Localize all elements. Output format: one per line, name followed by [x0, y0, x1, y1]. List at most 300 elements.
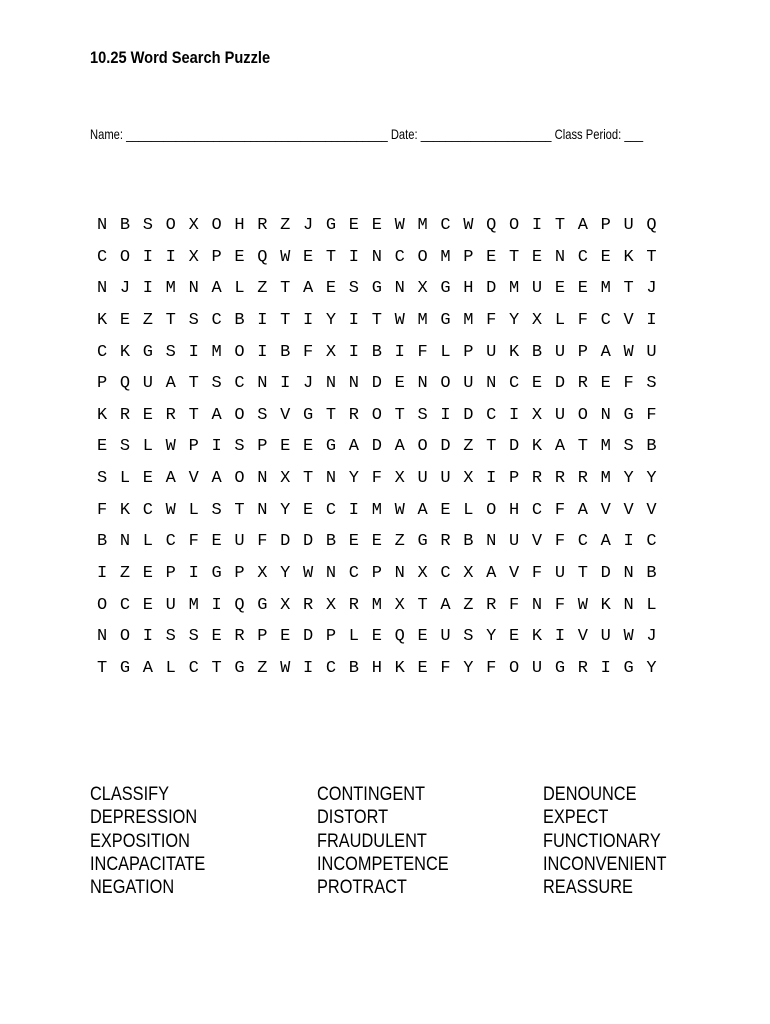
- grid-letter: E: [577, 279, 588, 299]
- grid-letter: C: [97, 342, 108, 362]
- grid-letter: G: [554, 658, 566, 678]
- grid-letter: S: [257, 405, 268, 425]
- grid-letter: U: [600, 627, 611, 647]
- grid-row: [97, 435, 669, 467]
- grid-letter: T: [165, 310, 176, 330]
- grid-letter: E: [280, 437, 291, 457]
- grid-letter: V: [188, 469, 199, 489]
- grid-letter: I: [348, 342, 359, 362]
- grid-letter: K: [531, 627, 543, 647]
- word-column-1: [90, 783, 224, 899]
- grid-letter: F: [486, 310, 497, 330]
- grid-letter: N: [554, 247, 566, 267]
- grid-letter: K: [394, 658, 405, 678]
- grid-letter: B: [348, 658, 359, 678]
- grid-letter: W: [394, 310, 405, 330]
- grid-letter: X: [463, 469, 474, 489]
- grid-letter: E: [417, 627, 428, 647]
- grid-letter: R: [165, 405, 176, 425]
- grid-letter: D: [303, 532, 314, 552]
- grid-letter: N: [348, 374, 359, 394]
- grid-letter: R: [119, 405, 131, 425]
- grid-letter: J: [646, 627, 657, 647]
- grid-letter: L: [554, 310, 566, 330]
- grid-letter: P: [600, 216, 611, 235]
- grid-letter: A: [577, 500, 588, 520]
- grid-letter: H: [371, 658, 382, 678]
- grid-letter: E: [394, 374, 405, 394]
- grid-letter: Z: [257, 658, 268, 678]
- grid-letter: E: [417, 658, 428, 678]
- grid-letter: C: [509, 374, 520, 394]
- grid-letter: O: [371, 405, 382, 425]
- grid-letter: W: [280, 247, 291, 267]
- grid-letter: O: [119, 627, 131, 647]
- grid-letter: T: [417, 595, 428, 615]
- grid-letter: C: [211, 310, 222, 330]
- grid-letter: I: [257, 310, 268, 330]
- grid-letter: M: [371, 595, 382, 615]
- grid-letter: B: [234, 310, 245, 330]
- grid-letter: F: [417, 342, 428, 362]
- grid-letter: G: [371, 279, 382, 299]
- grid-letter: R: [234, 627, 245, 647]
- grid-letter: I: [531, 216, 543, 235]
- grid-letter: D: [280, 532, 291, 552]
- grid-letter: S: [97, 469, 108, 489]
- grid-letter: E: [348, 216, 359, 235]
- grid-letter: R: [577, 469, 588, 489]
- grid-letter: W: [165, 500, 176, 520]
- grid-letter: H: [234, 216, 245, 235]
- grid-letter: L: [348, 627, 359, 647]
- word-list-item: CONTINGENT: [317, 784, 426, 805]
- word-list-item: NEGATION: [90, 877, 175, 899]
- grid-letter: D: [509, 437, 520, 457]
- grid-letter: R: [486, 595, 497, 615]
- grid-letter: N: [600, 405, 611, 425]
- grid-letter: N: [486, 374, 497, 394]
- grid-letter: R: [348, 405, 359, 425]
- grid-letter: X: [280, 469, 291, 489]
- grid-letter: F: [440, 658, 451, 678]
- grid-letter: B: [280, 342, 291, 362]
- grid-letter: L: [440, 342, 451, 362]
- grid-letter: V: [600, 500, 611, 520]
- grid-letter: U: [234, 532, 245, 552]
- grid-letter: U: [486, 342, 497, 362]
- grid-letter: H: [463, 279, 474, 299]
- grid-row: [97, 530, 669, 562]
- grid-letter: B: [371, 342, 382, 362]
- grid-letter: C: [600, 310, 611, 330]
- grid-letter: S: [417, 405, 428, 425]
- grid-row: [97, 246, 669, 278]
- grid-letter: N: [325, 469, 337, 489]
- grid-letter: G: [142, 342, 153, 362]
- grid-letter: N: [257, 374, 268, 394]
- grid-letter: X: [188, 216, 199, 235]
- grid-letter: Q: [119, 374, 131, 394]
- grid-letter: I: [554, 627, 566, 647]
- grid-letter: Z: [257, 279, 268, 299]
- grid-letter: D: [440, 437, 451, 457]
- grid-letter: U: [509, 532, 520, 552]
- grid-letter: R: [303, 595, 314, 615]
- grid-letter: K: [531, 437, 543, 457]
- grid-row: [97, 499, 669, 531]
- grid-letter: U: [531, 279, 543, 299]
- grid-letter: E: [600, 374, 611, 394]
- word-column-2: [317, 783, 470, 899]
- grid-letter: E: [97, 437, 108, 457]
- grid-letter: P: [165, 564, 176, 584]
- grid-letter: S: [165, 342, 176, 362]
- grid-letter: G: [325, 216, 337, 235]
- grid-letter: V: [577, 627, 588, 647]
- grid-letter: C: [119, 595, 131, 615]
- grid-letter: P: [234, 564, 245, 584]
- grid-letter: Y: [623, 469, 634, 489]
- grid-letter: T: [211, 658, 222, 678]
- grid-row: [97, 467, 669, 499]
- grid-letter: V: [509, 564, 520, 584]
- grid-letter: S: [234, 437, 245, 457]
- grid-row: [97, 657, 669, 689]
- grid-letter: Y: [325, 310, 337, 330]
- grid-letter: E: [142, 469, 153, 489]
- grid-letter: E: [280, 627, 291, 647]
- grid-letter: Y: [646, 469, 657, 489]
- grid-letter: W: [394, 500, 405, 520]
- grid-letter: C: [486, 405, 497, 425]
- grid-letter: I: [142, 627, 153, 647]
- grid-letter: I: [97, 564, 108, 584]
- grid-letter: I: [280, 374, 291, 394]
- grid-letter: Y: [348, 469, 359, 489]
- grid-letter: L: [188, 500, 199, 520]
- grid-letter: I: [257, 342, 268, 362]
- student-info-line: [90, 126, 643, 142]
- grid-letter: X: [394, 469, 405, 489]
- grid-letter: T: [280, 310, 291, 330]
- grid-letter: I: [211, 595, 222, 615]
- grid-letter: M: [371, 500, 382, 520]
- grid-letter: N: [486, 532, 497, 552]
- grid-letter: Y: [486, 627, 497, 647]
- grid-letter: G: [440, 310, 451, 330]
- grid-letter: C: [234, 374, 245, 394]
- grid-letter: C: [394, 247, 405, 267]
- grid-letter: U: [463, 374, 474, 394]
- grid-letter: S: [119, 437, 131, 457]
- grid-letter: I: [142, 247, 153, 267]
- grid-letter: T: [234, 500, 245, 520]
- grid-letter: M: [211, 342, 222, 362]
- grid-letter: U: [165, 595, 176, 615]
- grid-letter: R: [348, 595, 359, 615]
- grid-letter: I: [188, 342, 199, 362]
- grid-letter: W: [623, 627, 634, 647]
- grid-letter: L: [165, 658, 176, 678]
- grid-letter: A: [554, 437, 566, 457]
- grid-letter: L: [646, 595, 657, 615]
- grid-letter: O: [509, 216, 520, 235]
- grid-letter: I: [646, 310, 657, 330]
- grid-letter: K: [623, 247, 634, 267]
- grid-letter: C: [142, 500, 153, 520]
- grid-letter: A: [211, 279, 222, 299]
- grid-letter: L: [142, 532, 153, 552]
- grid-letter: S: [142, 216, 153, 235]
- grid-letter: E: [371, 532, 382, 552]
- grid-letter: U: [142, 374, 153, 394]
- grid-letter: O: [211, 216, 222, 235]
- class-period-blank: ___: [624, 126, 644, 142]
- grid-letter: C: [325, 658, 337, 678]
- grid-letter: W: [280, 658, 291, 678]
- grid-letter: U: [623, 216, 634, 235]
- grid-letter: T: [623, 279, 634, 299]
- grid-letter: N: [97, 279, 108, 299]
- grid-letter: O: [417, 437, 428, 457]
- grid-letter: N: [394, 279, 405, 299]
- grid-letter: O: [417, 247, 428, 267]
- grid-letter: G: [623, 405, 634, 425]
- grid-letter: T: [188, 374, 199, 394]
- date-label: Date:: [390, 126, 418, 142]
- grid-letter: S: [646, 374, 657, 394]
- grid-letter: I: [486, 469, 497, 489]
- grid-letter: P: [257, 437, 268, 457]
- grid-letter: X: [325, 342, 337, 362]
- grid-letter: W: [623, 342, 634, 362]
- grid-letter: C: [165, 532, 176, 552]
- grid-letter: U: [440, 627, 451, 647]
- grid-letter: I: [348, 500, 359, 520]
- grid-letter: E: [119, 310, 131, 330]
- grid-row: [97, 594, 669, 626]
- grid-letter: L: [234, 279, 245, 299]
- grid-letter: L: [119, 469, 131, 489]
- grid-letter: K: [119, 500, 131, 520]
- grid-letter: T: [577, 437, 588, 457]
- grid-letter: E: [486, 247, 497, 267]
- word-list-item: PROTRACT: [317, 877, 407, 899]
- grid-letter: X: [417, 279, 428, 299]
- grid-letter: B: [531, 342, 543, 362]
- grid-letter: F: [623, 374, 634, 394]
- grid-letter: K: [97, 405, 108, 425]
- grid-letter: E: [142, 595, 153, 615]
- grid-letter: A: [211, 405, 222, 425]
- grid-letter: T: [371, 310, 382, 330]
- grid-letter: K: [600, 595, 611, 615]
- grid-letter: C: [646, 532, 657, 552]
- grid-letter: B: [646, 564, 657, 584]
- grid-letter: F: [303, 342, 314, 362]
- grid-letter: K: [509, 342, 520, 362]
- grid-letter: U: [531, 658, 543, 678]
- grid-letter: U: [554, 564, 566, 584]
- grid-letter: V: [531, 532, 543, 552]
- grid-letter: F: [577, 310, 588, 330]
- grid-letter: N: [257, 500, 268, 520]
- grid-letter: J: [119, 279, 131, 299]
- grid-letter: A: [165, 469, 176, 489]
- grid-letter: Z: [280, 216, 291, 235]
- grid-letter: E: [600, 247, 611, 267]
- grid-letter: O: [234, 469, 245, 489]
- grid-letter: A: [440, 595, 451, 615]
- grid-letter: O: [509, 658, 520, 678]
- grid-letter: I: [211, 437, 222, 457]
- grid-letter: P: [325, 627, 337, 647]
- grid-letter: D: [303, 627, 314, 647]
- grid-letter: N: [119, 532, 131, 552]
- grid-letter: R: [577, 658, 588, 678]
- grid-letter: Y: [463, 658, 474, 678]
- grid-letter: N: [623, 595, 634, 615]
- grid-letter: I: [440, 405, 451, 425]
- grid-letter: E: [531, 374, 543, 394]
- grid-letter: D: [486, 279, 497, 299]
- grid-letter: M: [463, 310, 474, 330]
- grid-letter: X: [394, 595, 405, 615]
- grid-letter: R: [577, 374, 588, 394]
- grid-letter: F: [509, 595, 520, 615]
- grid-letter: O: [234, 405, 245, 425]
- grid-letter: M: [417, 310, 428, 330]
- grid-letter: F: [554, 532, 566, 552]
- grid-letter: C: [188, 658, 199, 678]
- grid-letter: P: [509, 469, 520, 489]
- grid-letter: M: [165, 279, 176, 299]
- grid-letter: Z: [394, 532, 405, 552]
- word-list-item: REASSURE: [543, 877, 633, 899]
- grid-letter: X: [325, 595, 337, 615]
- grid-letter: Z: [142, 310, 153, 330]
- grid-letter: W: [394, 216, 405, 235]
- grid-letter: A: [165, 374, 176, 394]
- grid-letter: F: [371, 469, 382, 489]
- grid-letter: S: [211, 500, 222, 520]
- grid-letter: E: [509, 627, 520, 647]
- grid-letter: A: [394, 437, 405, 457]
- grid-letter: O: [440, 374, 451, 394]
- grid-letter: A: [600, 342, 611, 362]
- grid-letter: A: [211, 469, 222, 489]
- grid-letter: X: [463, 564, 474, 584]
- grid-letter: E: [325, 279, 337, 299]
- grid-letter: O: [119, 247, 131, 267]
- grid-letter: A: [600, 532, 611, 552]
- grid-letter: Q: [646, 216, 657, 235]
- grid-letter: N: [531, 595, 543, 615]
- grid-letter: O: [486, 500, 497, 520]
- grid-letter: E: [554, 279, 566, 299]
- grid-letter: Y: [280, 500, 291, 520]
- class-period-label: Class Period:: [554, 126, 622, 142]
- grid-letter: T: [280, 279, 291, 299]
- grid-letter: I: [348, 310, 359, 330]
- grid-letter: P: [188, 437, 199, 457]
- grid-letter: J: [303, 374, 314, 394]
- grid-letter: S: [188, 310, 199, 330]
- grid-letter: B: [325, 532, 337, 552]
- word-list-item: DENOUNCE: [543, 784, 637, 805]
- grid-letter: G: [234, 658, 245, 678]
- grid-letter: U: [554, 342, 566, 362]
- grid-letter: V: [623, 500, 634, 520]
- grid-letter: Q: [257, 247, 268, 267]
- grid-letter: R: [440, 532, 451, 552]
- puzzle-title: 10.25 Word Search Puzzle: [90, 48, 271, 67]
- grid-letter: A: [142, 658, 153, 678]
- grid-letter: B: [97, 532, 108, 552]
- grid-letter: I: [165, 247, 176, 267]
- grid-letter: P: [257, 627, 268, 647]
- grid-letter: F: [257, 532, 268, 552]
- grid-row: [97, 372, 669, 404]
- grid-letter: Q: [234, 595, 245, 615]
- grid-row: [97, 214, 669, 246]
- grid-letter: P: [97, 374, 108, 394]
- grid-letter: Z: [119, 564, 131, 584]
- grid-letter: M: [440, 247, 451, 267]
- grid-letter: N: [257, 469, 268, 489]
- grid-letter: I: [142, 279, 153, 299]
- word-list-item: INCAPACITATE: [90, 853, 206, 875]
- grid-letter: N: [325, 564, 337, 584]
- grid-letter: H: [509, 500, 520, 520]
- grid-letter: K: [119, 342, 131, 362]
- grid-letter: E: [371, 216, 382, 235]
- grid-letter: C: [348, 564, 359, 584]
- grid-letter: O: [97, 595, 108, 615]
- grid-letter: X: [531, 310, 543, 330]
- word-list-item: DISTORT: [317, 807, 389, 829]
- grid-letter: T: [394, 405, 405, 425]
- word-list-item: EXPECT: [543, 807, 609, 829]
- grid-letter: A: [577, 216, 588, 235]
- grid-letter: K: [97, 310, 108, 330]
- grid-row: [97, 562, 669, 594]
- grid-letter: G: [119, 658, 131, 678]
- grid-letter: I: [623, 532, 634, 552]
- grid-letter: Z: [463, 595, 474, 615]
- word-list-item: INCONVENIENT: [543, 853, 667, 875]
- grid-letter: S: [165, 627, 176, 647]
- grid-letter: G: [211, 564, 222, 584]
- grid-letter: T: [188, 405, 199, 425]
- grid-letter: C: [325, 500, 337, 520]
- grid-letter: T: [554, 216, 566, 235]
- grid-letter: C: [440, 216, 451, 235]
- word-list-item: DEPRESSION: [90, 807, 198, 829]
- grid-letter: S: [211, 374, 222, 394]
- grid-letter: A: [417, 500, 428, 520]
- grid-letter: T: [97, 658, 108, 678]
- grid-letter: M: [188, 595, 199, 615]
- grid-letter: T: [303, 469, 314, 489]
- grid-letter: F: [486, 658, 497, 678]
- grid-letter: M: [600, 469, 611, 489]
- grid-letter: V: [280, 405, 291, 425]
- grid-letter: G: [325, 437, 337, 457]
- grid-letter: I: [303, 310, 314, 330]
- grid-letter: D: [371, 437, 382, 457]
